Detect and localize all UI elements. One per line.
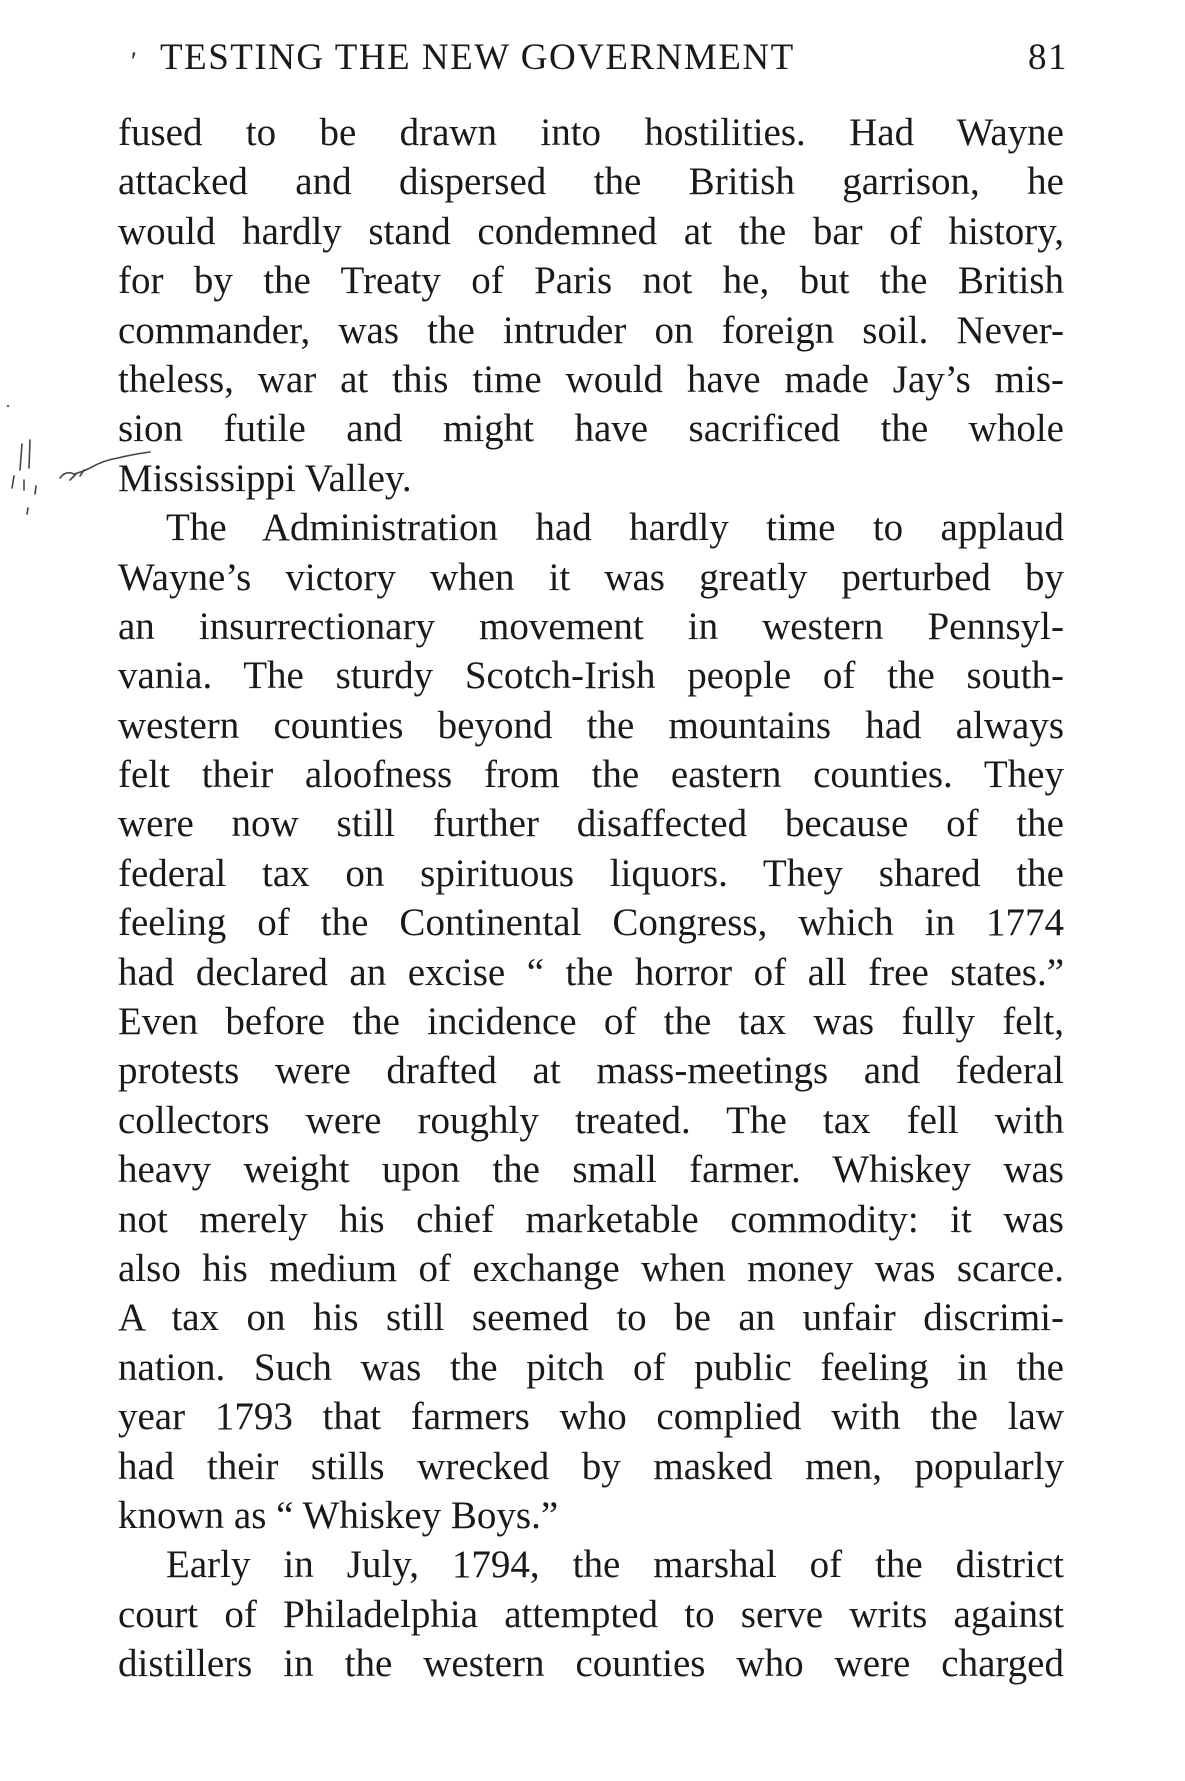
- paragraph-start-line: The Administration had hardly time to applaud: [166, 506, 1064, 550]
- text-line: Wayne’s victory when it was greatly perturbed by: [118, 555, 1064, 599]
- text-line: theless, war at this time would have made Jay’s mis-: [118, 357, 1064, 401]
- text-line: had their stills wrecked by masked men, popularly: [118, 1444, 1064, 1488]
- stray-mark: ′: [131, 47, 139, 76]
- text-line: federal tax on spirituous liquors. They shared the: [118, 851, 1064, 895]
- text-line: feeling of the Continental Congress, which in 1774: [118, 901, 1064, 945]
- text-line: an insurrectionary movement in western Pennsyl-: [118, 604, 1064, 648]
- text-line: collectors were roughly treated. The tax fell with: [118, 1098, 1064, 1142]
- running-head: [118, 30, 1068, 86]
- text-line: western counties beyond the mountains had always: [118, 703, 1064, 747]
- text-line: known as “ Whiskey Boys.”: [118, 1493, 559, 1537]
- chapter-title: TESTING THE NEW GOVERNMENT: [160, 37, 795, 78]
- text-line: distillers in the western counties who were charged: [118, 1642, 1064, 1686]
- text-line: heavy weight upon the small farmer. Whiskey was: [118, 1148, 1064, 1192]
- text-line: for by the Treaty of Paris not he, but the British: [118, 259, 1064, 303]
- text-line: had declared an excise “ the horror of all free states.”: [118, 950, 1064, 994]
- text-line: A tax on his still seemed to be an unfair discrimi-: [118, 1296, 1064, 1340]
- text-line: sion futile and might have sacrificed the whole: [118, 407, 1064, 451]
- text-line: Even before the incidence of the tax was fully felt,: [118, 1000, 1064, 1044]
- text-line: year 1793 that farmers who complied with the law: [118, 1395, 1064, 1439]
- text-line: felt their aloofness from the eastern counties. They: [118, 753, 1064, 797]
- text-line: protests were drafted at mass-meetings and federal: [118, 1049, 1064, 1093]
- text-line: would hardly stand condemned at the bar of history,: [118, 209, 1064, 253]
- text-line: fused to be drawn into hostilities. Had Wayne: [118, 111, 1064, 154]
- text-line: Mississippi Valley.: [118, 456, 412, 500]
- text-line: were now still further disaffected because of the: [118, 802, 1064, 846]
- body-text: [118, 108, 1064, 1689]
- page-number: 81: [1028, 37, 1068, 78]
- text-line: nation. Such was the pitch of public feeling in the: [118, 1345, 1064, 1389]
- text-line: not merely his chief marketable commodity: it was: [118, 1197, 1064, 1241]
- paragraph-start-line: Early in July, 1794, the marshal of the district: [166, 1543, 1064, 1587]
- text-line: vania. The sturdy Scotch-Irish people of the south-: [118, 654, 1064, 698]
- text-line: commander, was the intruder on foreign soil. Never-: [118, 308, 1064, 352]
- text-line: also his medium of exchange when money was scarce.: [118, 1246, 1064, 1290]
- text-line: court of Philadelphia attempted to serve writs against: [118, 1592, 1064, 1636]
- text-line: attacked and dispersed the British garrison, he: [118, 160, 1064, 204]
